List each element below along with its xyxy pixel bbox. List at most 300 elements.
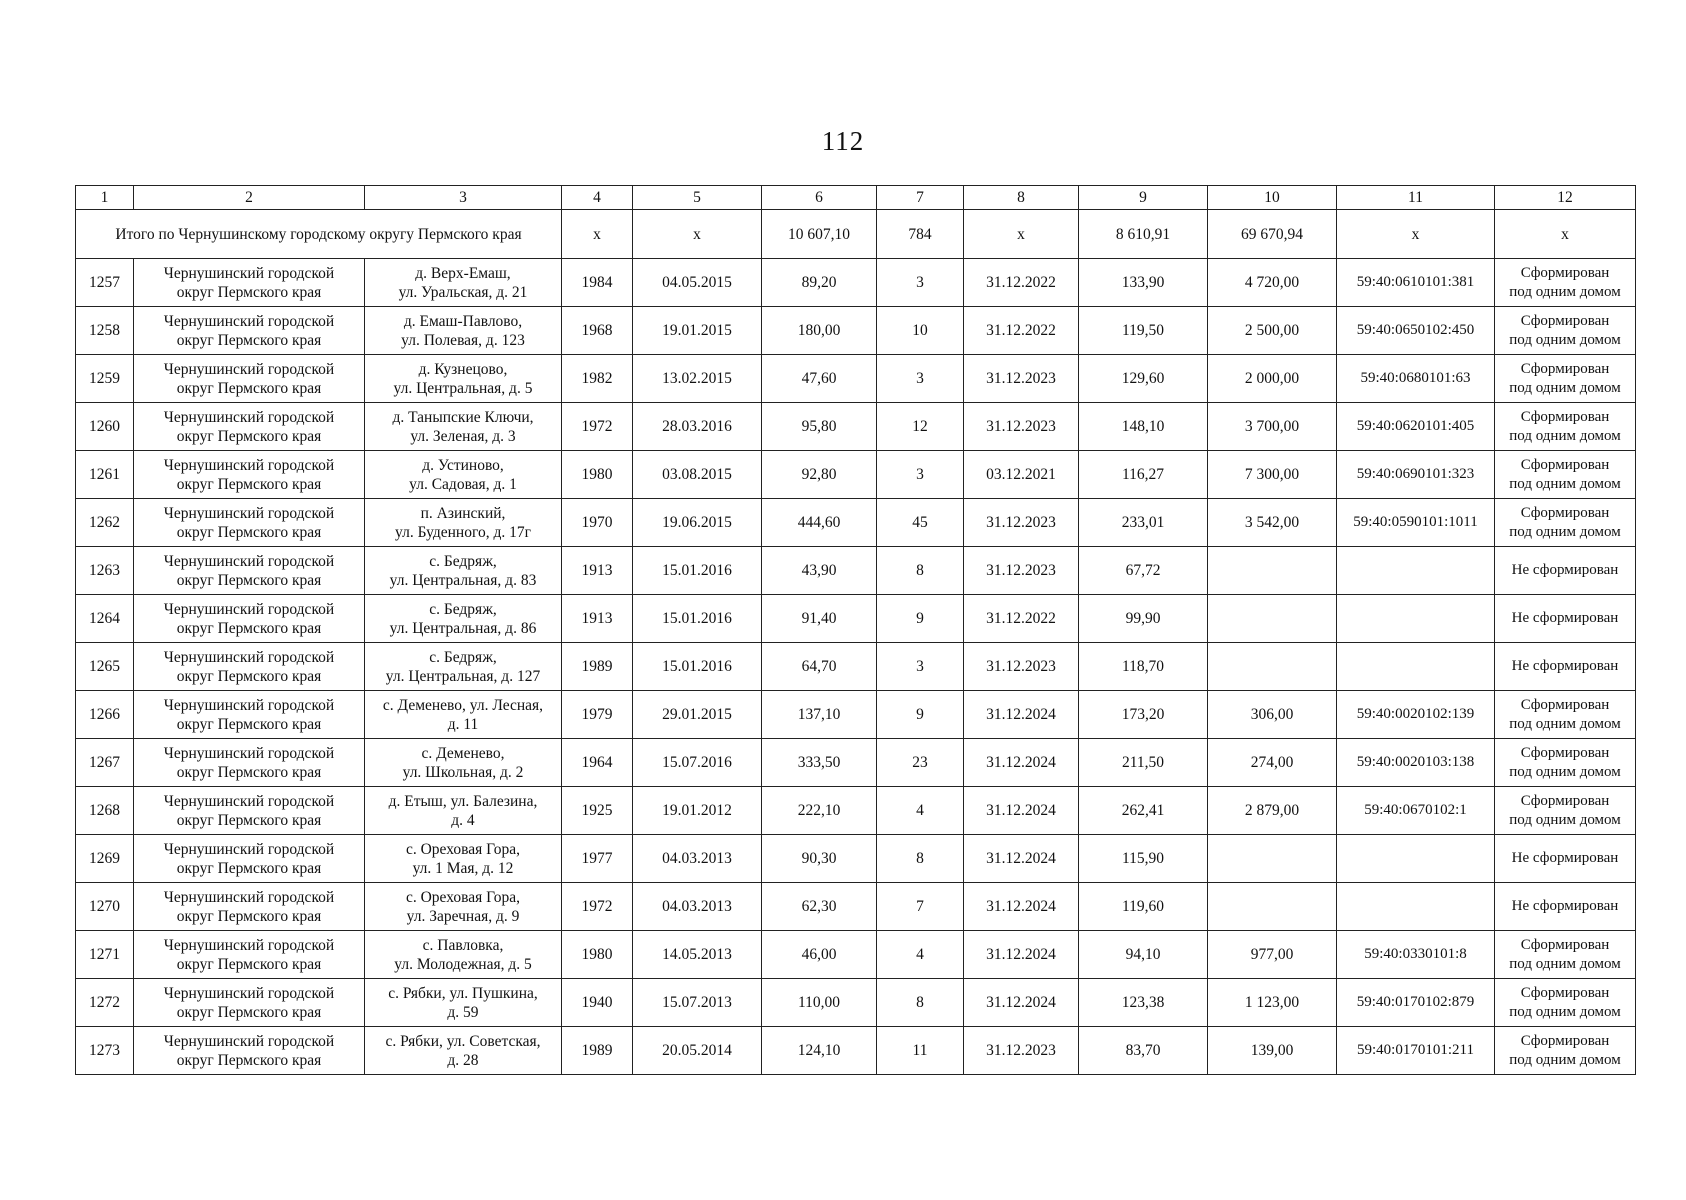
- municipality-cell-line: округ Пермского края: [176, 763, 322, 781]
- land-area-cell: 133,90: [1079, 259, 1208, 307]
- land-area-cell: 211,50: [1079, 739, 1208, 787]
- address-cell-line: д. Устиново,: [422, 456, 504, 474]
- municipality-cell-line: округ Пермского края: [176, 379, 322, 397]
- deadline-cell: 31.12.2024: [964, 931, 1079, 979]
- table-row: [76, 499, 1636, 547]
- municipality-cell-line: Чернушинский городской: [163, 648, 335, 666]
- sum-cell: 139,00: [1208, 1027, 1337, 1075]
- people-cell: 12: [877, 403, 964, 451]
- people-cell: 8: [877, 979, 964, 1027]
- address-cell: [365, 739, 562, 787]
- cadastral-number-cell: [1337, 883, 1495, 931]
- municipality-cell-line: округ Пермского края: [176, 283, 322, 301]
- status-cell-line: Не сформирован: [1511, 898, 1619, 914]
- status-cell-line: под одним домом: [1509, 955, 1621, 972]
- sum-cell: 3 700,00: [1208, 403, 1337, 451]
- municipality-cell-line: округ Пермского края: [176, 715, 322, 733]
- address-cell-line: д. 59: [447, 1003, 479, 1021]
- table-row: [76, 595, 1636, 643]
- status-cell-line: под одним домом: [1509, 523, 1621, 540]
- cadastral-number-cell: 59:40:0620101:405: [1337, 403, 1495, 451]
- column-header: 2: [134, 186, 365, 210]
- status-cell: [1495, 355, 1636, 403]
- municipality-cell-line: Чернушинский городской: [163, 504, 335, 522]
- table-row: [76, 643, 1636, 691]
- year-cell: 1977: [562, 835, 633, 883]
- status-cell-line: Сформирован: [1520, 456, 1610, 473]
- year-cell: 1980: [562, 931, 633, 979]
- table-row: [76, 1027, 1636, 1075]
- column-header: 3: [365, 186, 562, 210]
- land-area-cell: 116,27: [1079, 451, 1208, 499]
- area-cell: 43,90: [762, 547, 877, 595]
- municipality-cell: [134, 979, 365, 1027]
- land-area-cell: 94,10: [1079, 931, 1208, 979]
- cadastral-number-cell: [1337, 547, 1495, 595]
- address-cell-line: ул. Молодежная, д. 5: [394, 955, 532, 973]
- cadastral-number-cell: 59:40:0670102:1: [1337, 787, 1495, 835]
- row-number: 1272: [76, 979, 134, 1027]
- land-area-cell: 173,20: [1079, 691, 1208, 739]
- area-cell: 95,80: [762, 403, 877, 451]
- people-cell: 4: [877, 931, 964, 979]
- status-cell-line: Не сформирован: [1511, 610, 1619, 626]
- address-cell-line: ул. 1 Мая, д. 12: [412, 859, 514, 877]
- municipality-cell: [134, 643, 365, 691]
- column-header: 5: [633, 186, 762, 210]
- address-cell-line: ул. Школьная, д. 2: [402, 763, 524, 781]
- sum-cell: 2 500,00: [1208, 307, 1337, 355]
- municipality-cell-line: округ Пермского края: [176, 667, 322, 685]
- sum-cell: [1208, 835, 1337, 883]
- municipality-cell: [134, 307, 365, 355]
- year-cell: 1989: [562, 1027, 633, 1075]
- sum-cell: 1 123,00: [1208, 979, 1337, 1027]
- status-cell-line: под одним домом: [1509, 715, 1621, 732]
- deadline-cell: 31.12.2024: [964, 835, 1079, 883]
- date-cell: 15.01.2016: [633, 547, 762, 595]
- deadline-cell: 31.12.2022: [964, 595, 1079, 643]
- address-cell-line: с. Павловка,: [422, 936, 504, 954]
- area-cell: 91,40: [762, 595, 877, 643]
- table-row: [76, 739, 1636, 787]
- year-cell: 1925: [562, 787, 633, 835]
- status-cell-line: Не сформирован: [1511, 562, 1619, 578]
- cadastral-number-cell: 59:40:0690101:323: [1337, 451, 1495, 499]
- sum-cell: 4 720,00: [1208, 259, 1337, 307]
- total-sum: 69 670,94: [1208, 210, 1337, 259]
- municipality-cell: [134, 547, 365, 595]
- date-cell: 29.01.2015: [633, 691, 762, 739]
- address-cell-line: д. 11: [447, 715, 479, 733]
- year-cell: 1913: [562, 595, 633, 643]
- date-cell: 04.05.2015: [633, 259, 762, 307]
- total-cell-12: x: [1495, 210, 1636, 259]
- people-cell: 9: [877, 595, 964, 643]
- land-area-cell: 119,60: [1079, 883, 1208, 931]
- address-cell-line: ул. Зеленая, д. 3: [410, 427, 516, 445]
- row-number: 1260: [76, 403, 134, 451]
- status-cell-line: Сформирован: [1520, 936, 1610, 953]
- status-cell-line: под одним домом: [1509, 1051, 1621, 1068]
- sum-cell: 7 300,00: [1208, 451, 1337, 499]
- status-cell-line: под одним домом: [1509, 475, 1621, 492]
- deadline-cell: 31.12.2022: [964, 259, 1079, 307]
- status-cell-line: Сформирован: [1520, 696, 1610, 713]
- total-people: 784: [877, 210, 964, 259]
- people-cell: 23: [877, 739, 964, 787]
- column-header: 7: [877, 186, 964, 210]
- address-cell-line: ул. Центральная, д. 127: [385, 667, 541, 685]
- row-number: 1264: [76, 595, 134, 643]
- row-number: 1265: [76, 643, 134, 691]
- municipality-cell-line: Чернушинский городской: [163, 408, 335, 426]
- municipality-cell: [134, 1027, 365, 1075]
- municipality-cell-line: округ Пермского края: [176, 619, 322, 637]
- people-cell: 10: [877, 307, 964, 355]
- deadline-cell: 31.12.2022: [964, 307, 1079, 355]
- year-cell: 1940: [562, 979, 633, 1027]
- year-cell: 1964: [562, 739, 633, 787]
- total-label: Итого по Чернушинскому городскому округу Пермского края: [76, 210, 562, 259]
- municipality-cell: [134, 595, 365, 643]
- deadline-cell: 31.12.2024: [964, 739, 1079, 787]
- sum-cell: 306,00: [1208, 691, 1337, 739]
- address-cell-line: п. Азинский,: [420, 504, 506, 522]
- table-row: [76, 355, 1636, 403]
- column-number-row: [76, 186, 1636, 210]
- area-cell: 89,20: [762, 259, 877, 307]
- deadline-cell: 31.12.2024: [964, 787, 1079, 835]
- people-cell: 4: [877, 787, 964, 835]
- status-cell-line: под одним домом: [1509, 427, 1621, 444]
- total-row: [76, 210, 1636, 259]
- page-number: 112: [821, 126, 865, 156]
- address-cell: [365, 691, 562, 739]
- sum-cell: [1208, 595, 1337, 643]
- status-cell-line: Не сформирован: [1511, 850, 1619, 866]
- area-cell: 62,30: [762, 883, 877, 931]
- row-number: 1267: [76, 739, 134, 787]
- address-cell-line: с. Ореховая Гора,: [405, 888, 520, 906]
- status-cell: [1495, 643, 1636, 691]
- address-cell: [365, 643, 562, 691]
- address-cell-line: с. Бедряж,: [429, 648, 497, 666]
- sum-cell: 3 542,00: [1208, 499, 1337, 547]
- municipality-cell-line: Чернушинский городской: [163, 888, 335, 906]
- address-cell-line: ул. Садовая, д. 1: [409, 475, 517, 493]
- date-cell: 03.08.2015: [633, 451, 762, 499]
- total-cell-5: x: [633, 210, 762, 259]
- people-cell: 8: [877, 835, 964, 883]
- deadline-cell: 03.12.2021: [964, 451, 1079, 499]
- area-cell: 46,00: [762, 931, 877, 979]
- address-cell: [365, 931, 562, 979]
- people-cell: 9: [877, 691, 964, 739]
- municipality-cell-line: округ Пермского края: [176, 331, 322, 349]
- total-cell-8: x: [964, 210, 1079, 259]
- year-cell: 1979: [562, 691, 633, 739]
- address-cell-line: ул. Центральная, д. 5: [393, 379, 533, 397]
- address-cell-line: с. Бедряж,: [429, 552, 497, 570]
- address-cell: [365, 547, 562, 595]
- total-area: 10 607,10: [762, 210, 877, 259]
- total-land: 8 610,91: [1079, 210, 1208, 259]
- status-cell: [1495, 451, 1636, 499]
- column-header: 6: [762, 186, 877, 210]
- address-cell: [365, 355, 562, 403]
- land-area-cell: 233,01: [1079, 499, 1208, 547]
- date-cell: 19.01.2015: [633, 307, 762, 355]
- status-cell-line: под одним домом: [1509, 811, 1621, 828]
- row-number: 1266: [76, 691, 134, 739]
- cadastral-number-cell: 59:40:0590101:1011: [1337, 499, 1495, 547]
- land-area-cell: 119,50: [1079, 307, 1208, 355]
- table-row: [76, 931, 1636, 979]
- address-cell-line: ул. Центральная, д. 86: [389, 619, 537, 637]
- column-header: 4: [562, 186, 633, 210]
- row-number: 1259: [76, 355, 134, 403]
- area-cell: 110,00: [762, 979, 877, 1027]
- people-cell: 11: [877, 1027, 964, 1075]
- land-area-cell: 129,60: [1079, 355, 1208, 403]
- sum-cell: 2 879,00: [1208, 787, 1337, 835]
- table-row: [76, 307, 1636, 355]
- status-cell: [1495, 979, 1636, 1027]
- area-cell: 137,10: [762, 691, 877, 739]
- people-cell: 3: [877, 355, 964, 403]
- status-cell: [1495, 307, 1636, 355]
- address-cell-line: с. Рябки, ул. Советская,: [385, 1032, 541, 1050]
- area-cell: 333,50: [762, 739, 877, 787]
- status-cell: [1495, 883, 1636, 931]
- cadastral-number-cell: 59:40:0020102:139: [1337, 691, 1495, 739]
- municipality-cell-line: округ Пермского края: [176, 475, 322, 493]
- cadastral-number-cell: 59:40:0650102:450: [1337, 307, 1495, 355]
- year-cell: 1972: [562, 403, 633, 451]
- people-cell: 45: [877, 499, 964, 547]
- address-cell: [365, 787, 562, 835]
- municipality-cell-line: округ Пермского края: [176, 955, 322, 973]
- address-cell-line: ул. Буденного, д. 17г: [395, 523, 531, 541]
- sum-cell: [1208, 547, 1337, 595]
- row-number: 1268: [76, 787, 134, 835]
- people-cell: 3: [877, 259, 964, 307]
- table-row: [76, 403, 1636, 451]
- municipality-cell-line: округ Пермского края: [176, 1003, 322, 1021]
- municipality-cell-line: Чернушинский городской: [163, 984, 335, 1002]
- municipality-cell-line: Чернушинский городской: [163, 936, 335, 954]
- sum-cell: [1208, 883, 1337, 931]
- municipality-cell-line: Чернушинский городской: [163, 312, 335, 330]
- status-cell-line: Сформирован: [1520, 1032, 1610, 1049]
- status-cell: [1495, 691, 1636, 739]
- year-cell: 1972: [562, 883, 633, 931]
- status-cell: [1495, 547, 1636, 595]
- cadastral-number-cell: 59:40:0330101:8: [1337, 931, 1495, 979]
- row-number: 1263: [76, 547, 134, 595]
- cadastral-number-cell: 59:40:0170102:879: [1337, 979, 1495, 1027]
- deadline-cell: 31.12.2024: [964, 691, 1079, 739]
- status-cell: [1495, 787, 1636, 835]
- date-cell: 28.03.2016: [633, 403, 762, 451]
- area-cell: 180,00: [762, 307, 877, 355]
- municipality-cell-line: Чернушинский городской: [163, 1032, 335, 1050]
- status-cell-line: под одним домом: [1509, 283, 1621, 300]
- status-cell-line: под одним домом: [1509, 331, 1621, 348]
- municipality-cell-line: Чернушинский городской: [163, 456, 335, 474]
- address-cell-line: д. Етыш, ул. Балезина,: [388, 792, 538, 810]
- address-cell: [365, 835, 562, 883]
- year-cell: 1989: [562, 643, 633, 691]
- land-area-cell: 118,70: [1079, 643, 1208, 691]
- date-cell: 15.07.2013: [633, 979, 762, 1027]
- deadline-cell: 31.12.2023: [964, 1027, 1079, 1075]
- cadastral-number-cell: 59:40:0020103:138: [1337, 739, 1495, 787]
- date-cell: 04.03.2013: [633, 883, 762, 931]
- cadastral-number-cell: [1337, 595, 1495, 643]
- municipality-cell: [134, 787, 365, 835]
- municipality-cell: [134, 259, 365, 307]
- area-cell: 47,60: [762, 355, 877, 403]
- date-cell: 04.03.2013: [633, 835, 762, 883]
- status-cell-line: Сформирован: [1520, 312, 1610, 329]
- status-cell-line: Сформирован: [1520, 360, 1610, 377]
- municipality-cell: [134, 691, 365, 739]
- municipality-cell-line: Чернушинский городской: [163, 792, 335, 810]
- cadastral-number-cell: 59:40:0610101:381: [1337, 259, 1495, 307]
- deadline-cell: 31.12.2023: [964, 499, 1079, 547]
- deadline-cell: 31.12.2023: [964, 547, 1079, 595]
- sum-cell: 274,00: [1208, 739, 1337, 787]
- address-cell-line: д. Емаш-Павлово,: [403, 312, 523, 330]
- status-cell: [1495, 835, 1636, 883]
- municipality-cell: [134, 835, 365, 883]
- year-cell: 1984: [562, 259, 633, 307]
- municipality-cell-line: Чернушинский городской: [163, 840, 335, 858]
- table-row: [76, 835, 1636, 883]
- table-row: [76, 451, 1636, 499]
- year-cell: 1970: [562, 499, 633, 547]
- row-number: 1262: [76, 499, 134, 547]
- area-cell: 64,70: [762, 643, 877, 691]
- land-area-cell: 83,70: [1079, 1027, 1208, 1075]
- row-number: 1258: [76, 307, 134, 355]
- deadline-cell: 31.12.2023: [964, 403, 1079, 451]
- address-cell-line: с. Ореховая Гора,: [405, 840, 520, 858]
- status-cell-line: под одним домом: [1509, 763, 1621, 780]
- row-number: 1273: [76, 1027, 134, 1075]
- address-cell: [365, 451, 562, 499]
- address-cell: [365, 1027, 562, 1075]
- sum-cell: 977,00: [1208, 931, 1337, 979]
- sum-cell: 2 000,00: [1208, 355, 1337, 403]
- table-row: [76, 259, 1636, 307]
- status-cell-line: под одним домом: [1509, 1003, 1621, 1020]
- status-cell: [1495, 931, 1636, 979]
- deadline-cell: 31.12.2024: [964, 979, 1079, 1027]
- date-cell: 15.01.2016: [633, 643, 762, 691]
- address-cell-line: д. 28: [447, 1051, 479, 1069]
- address-cell-line: д. Кузнецово,: [418, 360, 508, 378]
- status-cell: [1495, 403, 1636, 451]
- status-cell: [1495, 739, 1636, 787]
- municipality-cell: [134, 499, 365, 547]
- municipality-cell-line: округ Пермского края: [176, 1051, 322, 1069]
- address-cell-line: ул. Заречная, д. 9: [406, 907, 520, 925]
- total-cell-11: x: [1337, 210, 1495, 259]
- row-number: 1271: [76, 931, 134, 979]
- status-cell-line: под одним домом: [1509, 379, 1621, 396]
- municipality-cell-line: округ Пермского края: [176, 811, 322, 829]
- municipality-cell-line: Чернушинский городской: [163, 360, 335, 378]
- cadastral-number-cell: 59:40:0680101:63: [1337, 355, 1495, 403]
- table-row: [76, 883, 1636, 931]
- date-cell: 20.05.2014: [633, 1027, 762, 1075]
- status-cell: [1495, 499, 1636, 547]
- cadastral-number-cell: [1337, 835, 1495, 883]
- address-cell-line: ул. Центральная, д. 83: [389, 571, 537, 589]
- year-cell: 1982: [562, 355, 633, 403]
- address-cell-line: ул. Полевая, д. 123: [401, 331, 525, 349]
- address-cell: [365, 307, 562, 355]
- deadline-cell: 31.12.2024: [964, 883, 1079, 931]
- date-cell: 19.06.2015: [633, 499, 762, 547]
- address-cell: [365, 883, 562, 931]
- address-cell-line: с. Бедряж,: [429, 600, 497, 618]
- row-number: 1257: [76, 259, 134, 307]
- municipality-cell: [134, 451, 365, 499]
- municipality-cell-line: округ Пермского края: [176, 523, 322, 541]
- address-cell-line: с. Рябки, ул. Пушкина,: [388, 984, 538, 1002]
- table-row: [76, 979, 1636, 1027]
- area-cell: 92,80: [762, 451, 877, 499]
- area-cell: 222,10: [762, 787, 877, 835]
- municipality-cell-line: Чернушинский городской: [163, 264, 335, 282]
- status-cell-line: Сформирован: [1520, 504, 1610, 521]
- deadline-cell: 31.12.2023: [964, 355, 1079, 403]
- municipality-cell: [134, 355, 365, 403]
- people-cell: 8: [877, 547, 964, 595]
- address-cell: [365, 979, 562, 1027]
- date-cell: 13.02.2015: [633, 355, 762, 403]
- land-area-cell: 99,90: [1079, 595, 1208, 643]
- date-cell: 14.05.2013: [633, 931, 762, 979]
- row-number: 1270: [76, 883, 134, 931]
- column-header: 1: [76, 186, 134, 210]
- people-cell: 3: [877, 643, 964, 691]
- row-number: 1261: [76, 451, 134, 499]
- address-cell-line: д. Таныпские Ключи,: [392, 408, 534, 426]
- address-cell: [365, 499, 562, 547]
- status-cell-line: Не сформирован: [1511, 658, 1619, 674]
- status-cell-line: Сформирован: [1520, 408, 1610, 425]
- status-cell: [1495, 1027, 1636, 1075]
- table-row: [76, 691, 1636, 739]
- municipality-cell-line: округ Пермского края: [176, 571, 322, 589]
- address-cell: [365, 403, 562, 451]
- cadastral-number-cell: 59:40:0170101:211: [1337, 1027, 1495, 1075]
- municipality-cell: [134, 739, 365, 787]
- municipality-cell-line: Чернушинский городской: [163, 696, 335, 714]
- status-cell: [1495, 595, 1636, 643]
- municipality-cell-line: округ Пермского края: [176, 907, 322, 925]
- land-area-cell: 123,38: [1079, 979, 1208, 1027]
- status-cell: [1495, 259, 1636, 307]
- area-cell: 90,30: [762, 835, 877, 883]
- deadline-cell: 31.12.2023: [964, 643, 1079, 691]
- column-header: 8: [964, 186, 1079, 210]
